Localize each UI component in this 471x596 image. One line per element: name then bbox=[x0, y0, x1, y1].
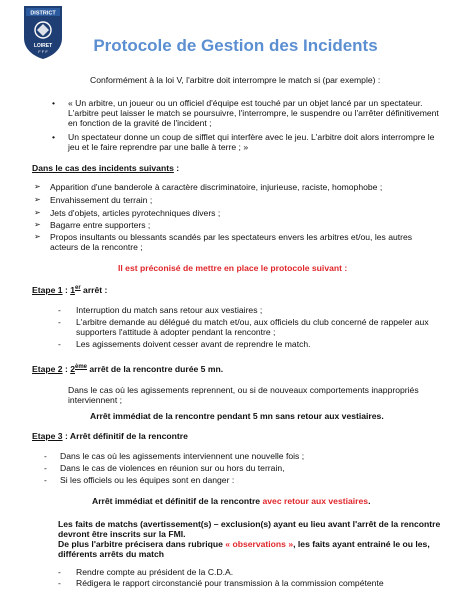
arrow-bullet-icon: ➢ bbox=[34, 232, 41, 241]
faits-line-4: différents arrêts du match bbox=[58, 549, 165, 559]
quote-2-line-1: Un spectateur donne un coup de sifflet qui interfère avec le jeu. L'arbitre doit alors interrompre le bbox=[68, 132, 435, 142]
quote-1-line-2: L'arbitre peut laisser le match se poursuivre, l'interrompre, le suspendre ou l'arrêter définitivement bbox=[68, 108, 439, 118]
etape-2-text: Dans le cas où les agissements reprennent, ou si de nouveaux comportements inappropriés bbox=[68, 385, 419, 395]
logo-bottom-text: LOIRET bbox=[33, 43, 53, 49]
dash-bullet: - bbox=[58, 578, 61, 588]
faits-line-3: De plus l'arbitre précisera dans rubrique « observations », les faits ayant entrainé le ou les, bbox=[58, 539, 430, 549]
etape-3-item: Dans le cas où les agissements interviennent une nouvelle fois ; bbox=[60, 451, 305, 461]
intro-text: Conformément à la loi V, l'arbitre doit interrompre le match si (par exemple) : bbox=[90, 75, 381, 85]
etape-3-heading: Etape 3 : Arrêt définitif de la rencontre bbox=[32, 431, 188, 441]
incident-item: Apparition d'une banderole à caractère discriminatoire, injurieuse, raciste, homophobe ; bbox=[50, 182, 383, 192]
etape-2-heading: Etape 2 : 2ème arrêt de la rencontre durée 5 mn. bbox=[32, 363, 224, 374]
logo-bottom-text-2: F F F bbox=[38, 49, 48, 54]
dash-bullet: - bbox=[58, 317, 61, 327]
quote-1-line-1: « Un arbitre, un joueur ou un officiel d'équipe est touché par un objet lancé par un spectateur. bbox=[68, 98, 423, 108]
incident-item: Bagarre entre supporters ; bbox=[50, 220, 151, 230]
incident-item: Propos insultants ou blessants scandés par les spectateurs envers les arbitres et/ou, les autres bbox=[50, 232, 413, 242]
dash-bullet: - bbox=[58, 305, 61, 315]
logo-top-text: DISTRICT bbox=[30, 10, 56, 17]
page-title: Protocole de Gestion des Incidents bbox=[93, 36, 378, 55]
arrow-bullet-icon: ➢ bbox=[34, 208, 41, 217]
preconise-text: Il est préconisé de mettre en place le protocole suivant : bbox=[118, 263, 348, 273]
dash-bullet: - bbox=[44, 463, 47, 473]
dash-bullet: - bbox=[44, 475, 47, 485]
incident-item: Jets d'objets, articles pyrotechniques divers ; bbox=[50, 208, 221, 218]
arrow-bullet-icon: ➢ bbox=[34, 195, 41, 204]
etape-1-item: Les agissements doivent cesser avant de reprendre le match. bbox=[76, 339, 311, 349]
bullet-dot: • bbox=[52, 98, 56, 108]
dash-bullet: - bbox=[44, 451, 47, 461]
etape-1-item: L'arbitre demande au délégué du match et/ou, aux officiels du club concerné de rappeler aux bbox=[76, 317, 429, 327]
etape-1-item-cont: supporters l'attitude à adopter pendant la rencontre ; bbox=[76, 327, 276, 337]
etape-3-item: Si les officiels ou les équipes sont en danger : bbox=[60, 475, 235, 485]
etape-1-item: Interruption du match sans retour aux vestiaires ; bbox=[76, 305, 263, 315]
quote-1-line-3: en fonction de la gravité de l'incident ; bbox=[68, 118, 212, 128]
dash-bullet: - bbox=[58, 567, 61, 577]
etape-2-text-cont: interviennent ; bbox=[68, 395, 122, 405]
incidents-heading: Dans le cas des incidents suivants : bbox=[32, 163, 180, 173]
arrow-bullet-icon: ➢ bbox=[34, 182, 41, 191]
dash-bullet: - bbox=[58, 339, 61, 349]
etape-1-heading: Etape 1 : 1er arrêt : bbox=[32, 284, 108, 295]
faits-line-1: Les faits de matchs (avertissement(s) – exclusion(s) ayant eu lieu avant l'arrêt de la rencontre bbox=[58, 519, 441, 529]
etape-3-item: Dans le cas de violences en réunion sur ou hors du terrain, bbox=[60, 463, 285, 473]
faits-line-2: devront être inscrits sur la FMI. bbox=[58, 529, 186, 539]
arrow-bullet-icon: ➢ bbox=[34, 220, 41, 229]
etape-3-conclusion: Arrêt immédiat et définitif de la rencontre avec retour aux vestiaires. bbox=[92, 496, 371, 506]
bullet-dot: • bbox=[52, 132, 56, 142]
etape-2-conclusion: Arrêt immédiat de la rencontre pendant 5 mn sans retour aux vestiaires. bbox=[90, 411, 384, 421]
final-item: Rédigera le rapport circonstancié pour transmission à la commission compétente bbox=[76, 578, 384, 588]
incident-item-cont: acteurs de la rencontre ; bbox=[50, 242, 143, 252]
final-item: Rendre compte au président de la C.D.A. bbox=[76, 567, 234, 577]
quote-2-line-2: jeu et le faire reprendre par une balle à terre ; » bbox=[68, 142, 249, 152]
incident-item: Envahissement du terrain ; bbox=[50, 195, 153, 205]
